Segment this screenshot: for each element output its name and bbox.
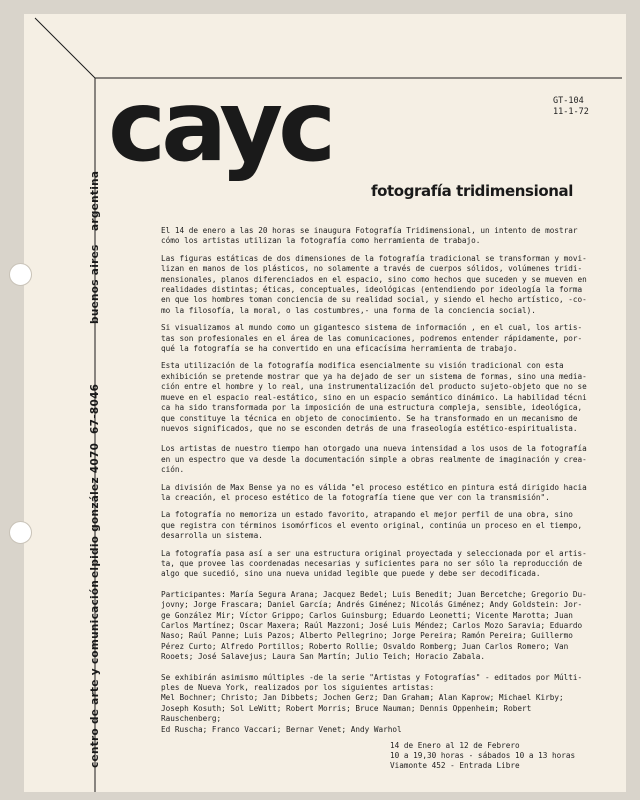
sidebar-address-line: elpidio gonzález 4070 — [89, 442, 101, 578]
document-code — [553, 96, 589, 117]
sidebar-city: buenos aires — [89, 244, 101, 324]
exhibition-info — [390, 741, 575, 772]
sidebar-country: argentina — [89, 170, 101, 231]
paragraph: El 14 de enero a las 20 horas se inaugura Fotografía Tridimensional, un intento de mostrar cómo los artistas utilizan la fotografía como herramienta de trabajo. — [161, 226, 578, 246]
code-number: GT-104 — [553, 96, 584, 106]
exhibition-dates: 14 de Enero al 12 de Febrero — [390, 741, 520, 750]
participants-paragraph: Participantes: María Segura Arana; Jacquez Bedel; Luis Benedit; Juan Bercetche; Gregorio Du- jovny; Jorge Frascara; Daniel García; Andrés Giménez; Nicolás Giménez; Andy Goldstein: Jor- ge González Mir; Víctor Grippo; Carlos Guinsburg; Eduardo Leonetti; Vicente Marotta; Juan Carlos Martínez; Oscar Maxera; Raúl Mazzoni; José Luis Méndez; Carlos Mozo Saravia; Eduardo Naso; Raúl Panne; Luis Pazos; Alberto Pellegrino; Jorge Pereira; Ramón Pereira; Guillermo Pérez Curto; Alfredo Portillos; Roberto Rollie; Osvaldo Romberg; Juan Carlos Romero; Van Rooets; José Salavejus; Laura San Martín; Julio Teich; Horacio Zabala. — [161, 589, 587, 662]
paragraph: Los artistas de nuestro tiempo han otorgado una nueva intensidad a los usos de la fotografía en un espectro que va desde la documentación simple a obras realmente de imaginación y crea- ción. — [161, 444, 587, 475]
paragraph: Las figuras estáticas de dos dimensiones de la fotografía tradicional se transforman y movi- lizan en manos de los plásticos, no solamente a través de cuerpos sólidos, volúmenes tridi- mensionales, planos diferenciados en el espacio, sino como hechos que suceden y se mueven en realidades distintas; éticas, conceptuales, ideológicas (entendiendo por ideología la forma en que los hombres toman conciencia de su realidad social, y siendo el hecho artístico, -co- mo la filosofía, la moral, o las costumbres,- una forma de la conciencia social). — [161, 253, 587, 315]
paragraph: La fotografía no memoriza un estado favorito, atrapando el mejor perfil de una obra, sino que registra con términos isomórficos el evento original, continúa un proceso en el tiempo, desarrolla un sistema. — [161, 510, 583, 541]
body-text — [161, 226, 589, 742]
code-date: 11-1-72 — [553, 106, 589, 117]
paragraph: La división de Max Bense ya no es válida "el proceso estético en pintura está dirigido hacia la creación, el proceso estético de la fotografía tiene que ver con la transmisión". — [161, 482, 587, 502]
exhibition-address: Viamonte 452 - Entrada Libre — [390, 761, 520, 771]
paragraph: Esta utilización de la fotografía modifica esencialmente su visión tradicional con esta exhibición se pretende mostrar que ya ha dejado de ser un sistema de formas, sino una media- ción entre el hombre y lo real, una instrumentalización del producto sujeto-objeto que no se mueve en el espacio real-estático, sino en un espacio semántico dinámico. La habilidad técni ca ha sido transformada por la imposición de una estructura compleja, sensible, ideológica, que constituye la técnica en objeto de conocimiento. Se ha transformado en un mecanismo de nuevos significados, que no se esconden detrás de una fraseología estético-espiritualista. — [161, 361, 587, 433]
page-title: fotografía tridimensional — [371, 182, 573, 200]
sidebar-phone: 67-8046 — [89, 383, 101, 434]
multiples-paragraph: Se exhibirán asimismo múltiples -de la serie "Artistas y Fotografías" - editados por Múlti- ples de Nueva York, realizados por los siguientes artistas: Mel Bochner; Christo; Jan Dibbets; Jochen Gerz; Dan Graham; Alan Kaprow; Michael Kirby; Joseph Kosuth; Sol LeWitt; Robert Morris; Bruce Nauman; Dennis Oppenheim; Robert Rauschenberg; Ed Ruscha; Franco Vaccari; Bernar Venet; Andy Warhol — [161, 672, 583, 734]
cayc-logo: cayc — [108, 70, 332, 184]
sidebar-address — [89, 171, 101, 768]
paragraph: Si visualizamos al mundo como un gigantesco sistema de información , en el cual, los artis- tas son profesionales en el área de las comunicaciones, podremos entender rápidamente, por- qué la fotografía se ha convertido en una eficacísima herramienta de trabajo. — [161, 323, 583, 354]
sidebar-org: centro de arte y comunicación — [89, 579, 101, 768]
paragraph: La fotografía pasa así a ser una estructura original proyectada y seleccionada por el artis- ta, que provee las coordenadas necesarias y suficientes para no ser sólo la reproducción de algo que sucedió, sino una nueva unidad legible que puede y debe ser decodificada. — [161, 548, 587, 579]
exhibition-hours: 10 a 19,30 horas - sábados 10 a 13 horas — [390, 751, 576, 761]
